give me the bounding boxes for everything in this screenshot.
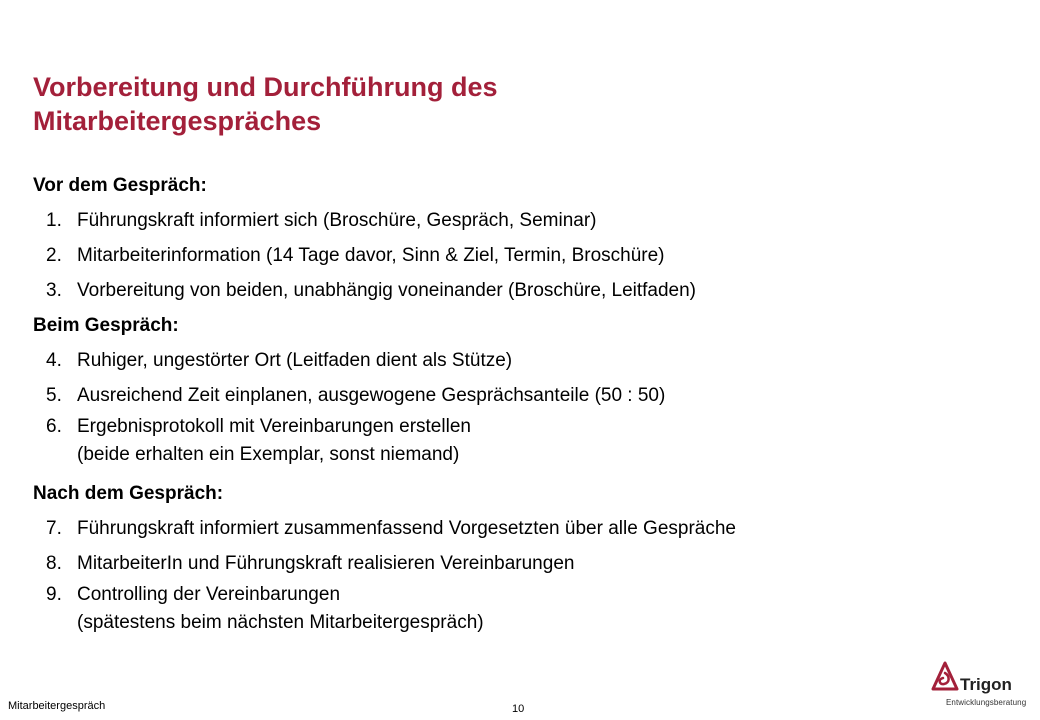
company-logo — [930, 660, 1030, 710]
page-number: 10 — [512, 703, 525, 715]
slide-title — [33, 70, 933, 138]
list-item — [33, 378, 993, 413]
item-number: 2. — [46, 245, 62, 266]
item-text-continuation: (spätestens beim nächsten Mitarbeitergespräch) — [77, 612, 484, 633]
slide-title-line-1: Vorbereitung und Durchführung des — [33, 72, 498, 102]
item-text: Führungskraft informiert sich (Broschüre, Gespräch, Seminar) — [77, 210, 597, 231]
section-heading-before: Vor dem Gespräch: — [33, 175, 207, 196]
item-number: 5. — [46, 385, 62, 406]
list-item — [33, 238, 993, 273]
section-heading-during: Beim Gespräch: — [33, 315, 179, 336]
list-item — [33, 413, 993, 469]
list-item — [33, 343, 993, 378]
list-item — [33, 581, 993, 637]
item-text: Führungskraft informiert zusammenfassend Vorgesetzten über alle Gespräche — [77, 518, 736, 539]
agenda-content — [33, 168, 993, 644]
item-number: 9. — [46, 584, 62, 605]
section-heading-after: Nach dem Gespräch: — [33, 483, 224, 504]
item-text: MitarbeiterIn und Führungskraft realisieren Vereinbarungen — [77, 553, 575, 574]
item-number: 4. — [46, 350, 62, 371]
item-text: Ergebnisprotokoll mit Vereinbarungen erstellen — [77, 416, 471, 437]
item-number: 7. — [46, 518, 62, 539]
list-item — [33, 546, 993, 581]
item-number: 8. — [46, 553, 62, 574]
logo-subtitle: Entwicklungsberatung — [946, 698, 1027, 707]
item-text: Ruhiger, ungestörter Ort (Leitfaden dient als Stütze) — [77, 350, 513, 371]
item-text: Mitarbeiterinformation (14 Tage davor, Sinn & Ziel, Termin, Broschüre) — [77, 245, 665, 266]
item-number: 1. — [46, 210, 62, 231]
logo-name: Trigon — [960, 675, 1012, 694]
item-text: Controlling der Vereinbarungen — [77, 584, 341, 605]
item-number: 6. — [46, 416, 62, 437]
list-item — [33, 511, 993, 546]
item-number: 3. — [46, 280, 62, 301]
list-item — [33, 203, 993, 238]
slide-title-line-2: Mitarbeitergespräches — [33, 106, 322, 136]
item-text: Vorbereitung von beiden, unabhängig voneinander (Broschüre, Leitfaden) — [77, 280, 697, 301]
item-text: Ausreichend Zeit einplanen, ausgewogene Gesprächsanteile (50 : 50) — [77, 385, 666, 406]
list-item — [33, 273, 993, 308]
trigon-logo-icon — [930, 660, 960, 694]
item-text-continuation: (beide erhalten ein Exemplar, sonst niemand) — [77, 444, 460, 465]
footer-label: Mitarbeitergespräch — [8, 700, 106, 712]
